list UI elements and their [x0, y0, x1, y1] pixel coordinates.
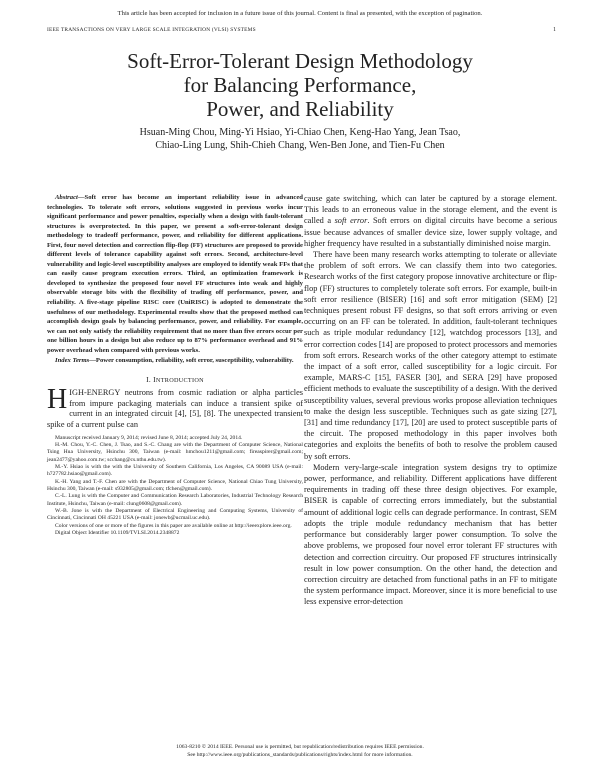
running-head: IEEE TRANSACTIONS ON VERY LARGE SCALE INTEGRATION (VLSI) SYSTEMS	[47, 27, 256, 33]
drop-cap: H	[47, 383, 68, 415]
author-line: Hsuan-Ming Chou, Ming-Yi Hsiao, Yi-Chiao Chen, Keng-Hao Yang, Jean Tsao,	[139, 127, 461, 138]
index-terms-label: Index Terms	[55, 357, 90, 365]
footnotes	[47, 435, 303, 538]
abstract: Abstract—Soft error has become an important reliability issue in advanced technologies. To tolerate soft errors, solutions suggested in previous works incur significant performance and power penalties, especially when a design with fault-tolerant structures is overprotected. In this paper, we present a soft-error-tolerant design methodology to tradeoff performance, power, and reliability for different applications. First, four novel detection and correction flip-flop (FF) structures are proposed to provide different levels of tolerance capability against soft errors. Second, architecture-level vulnerability and logic-level susceptibility analyses are employed to identify weak FFs that can easily cause program execution errors. Third, an optimization framework is developed to synthesize the proposed four novel FF structures into weak and highly observable storage bits with the flexibility of trading off performance, power, and reliability. A five-stage pipeline RISC core (UniRISC) is adopted to demonstrate the usefulness of our methodology. Experimental results show that the proposed method can accomplish design goals by balancing performance, power, and reliability. For example, we can not only satisfy the reliability requirement that no more than five errors occur per one billion hours in a design but also reduce up to 87% performance overhead and 91% power overhead when compared with previous works.	[47, 194, 303, 354]
section-heading	[47, 375, 303, 384]
author-list	[0, 126, 600, 152]
title-line: for Balancing Performance,	[183, 73, 417, 97]
author-line: Chiao-Ling Lung, Shih-Chieh Chang, Wen-Ben Jone, and Tien-Fu Chen	[155, 140, 445, 151]
intro-paragraph	[47, 383, 303, 431]
index-terms-text: Power consumption, reliability, soft error, susceptibility, vulnerability.	[95, 357, 294, 365]
section-title-cap: I	[153, 374, 156, 384]
right-column	[304, 193, 557, 608]
footnote: C.-L. Lung is with the Computer and Communication Research Laboratories, Industrial Technology Research Institute, Hsinchu, Taiwan (e-mail: clung0608@gmail.com).	[47, 493, 303, 507]
copyright-line: 1063-8210 © 2014 IEEE. Personal use is permitted, but republication/redistribution requires IEEE permission.	[176, 744, 424, 750]
abstract-text: Soft error has become an important reliability issue in advanced technologies. To tolerate soft errors, solutions suggested in previous works incur significant performance and power penalties, especially when a design with fault-tolerant structures is overprotected. In this paper, we present a soft-error-tolerant design methodology to tradeoff performance, power, and reliability for different applications. First, four novel detection and correction flip-flop (FF) structures are proposed to provide different levels of tolerance capability against soft errors. Second, architecture-level vulnerability and logic-level susceptibility analyses are employed to identify weak FFs that can easily cause program execution errors. Third, an optimization framework is developed to synthesize the proposed four novel FF structures into weak and highly observable storage bits with the flexibility of trading off performance, power, and reliability. A five-stage pipeline RISC core (UniRISC) is adopted to demonstrate the usefulness of our methodology. Experimental results show that the proposed method can accomplish design goals by balancing performance, power, and reliability. For example, we can not only satisfy the reliability requirement that no more than five errors occur per one billion hours in a design but also reduce up to 87% performance overhead and 91% power overhead when compared with previous works.	[47, 194, 303, 354]
section-title-rest: NTRODUCTION	[155, 376, 204, 384]
acceptance-note: This article has been accepted for inclusion in a future issue of this journal. Content is final as presented, with the exception of pagination.	[117, 10, 483, 17]
section-numeral: I.	[146, 374, 151, 384]
intro-text: neutrons from cosmic radiation or alpha particles from impure packaging materials can induce a transient spike of current in an integrated circuit [4], [5], [8]. The unexpected transient spike of a current pulse can	[47, 387, 303, 429]
emphasis-term: soft error	[334, 216, 368, 226]
page-number: 1	[553, 27, 556, 33]
footnote: Color versions of one or more of the figures in this paper are available online at http://ieeexplore.ieee.org.	[55, 522, 292, 529]
paragraph-text: . Soft errors on digital circuits have become a serious issue because advances of smaller device size, lower supply voltage, and higher frequency have resulted in a substantially diminished noise margin.	[304, 216, 557, 248]
body-paragraph: Modern very-large-scale integration system designs try to optimize power, performance, and reliability. Different applications have different requirements in trading off these three design objectives. For example, BISER is capable of correcting errors immediately, but the substantial amount of additional logic cells can degrade performance. In contrast, SEM adopts the triple module redundancy mechanism that has better performance but considerably larger power consumption. To solve the above problems, we proposed four novel error tolerant FF structures with detection and correction circuitry. Our proposed FF structures intrinsically result in low power consumption. On the other hand, the detection and correction circuitry are detached from functional paths in an FF to mitigate the system performance impact. Moreover, since it is more beneficial to use less expensive error-detection	[304, 462, 557, 607]
footnote: H.-M. Chou, Y.-C. Chen, J. Tsao, and S.-C. Chang are with the Department of Computer Science, National Tsing Hua University, Hsinchu 300, Taiwan (e-mail: hmchou1211@gmail.com; fireaspirer@gmail.com; jean2477@yahoo.com.tw; scchang@cs.nthu.edu.tw).	[47, 442, 303, 463]
footnote: Digital Object Identifier 10.1109/TVLSI.2014.2348872	[55, 530, 180, 537]
footnote: Manuscript received January 9, 2014; revised June 8, 2014; accepted July 24, 2014.	[55, 434, 243, 441]
rights-link-line: See http://www.ieee.org/publications_standards/publications/rights/index.html for more information.	[187, 752, 413, 758]
title-line: Soft-Error-Tolerant Design Methodology	[127, 49, 473, 73]
footnote: W.-B. Jone is with the Department of Electrical Engineering and Computing Systems, University of Cincinnati, Cincinnati OH 45221 USA (e-mail: jonewb@ucmail.uc.edu).	[47, 508, 303, 522]
copyright-footer	[0, 743, 600, 759]
intro-lead-caps: IGH-ENERGY	[69, 387, 121, 397]
footnote: M.-Y. Hsiao is with the with the University of Southern California, Los Angeles, CA 90089 USA (e-mail: h727782.hsiao@gmail.com).	[47, 464, 303, 478]
body-paragraph: There have been many research works attempting to tolerate or alleviate the problem of soft errors. We can classify them into two categories. Research works of the first category propose innovative architecture or flip-flop (FF) structures to completely tolerate soft errors. For example, built-in soft error resilience (BISER) [16] and soft error mitigation (SEM) [2] techniques present robust FF designs, so that soft errors arriving or even occurring on an FF can be tolerated. In addition, fault-tolerant techniques such as triple modular redundancy [12], watchdog processors [13], and error correction codes [14] are proposed to protect processors and memories from soft errors. Research works of the other category attempt to estimate the impact of a soft error, called susceptibility for a logic circuit. For example, MARS-C [15], FASER [30], and SERA [29] have proposed efficient methods to evaluate the susceptibility of a design. With the derived susceptibility values, several previous works propose alleviation techniques to make the design less susceptible. Techniques such as gate sizing [27], [31] and time redundancy [17], [20] are used to protect susceptible parts of the circuit. The proposed methodology in this paper involves both categories and exploits the benefits of both to resolve the problem caused by soft errors.	[304, 250, 557, 461]
index-terms: Index Terms—Power consumption, reliability, soft error, susceptibility, vulnerability.	[55, 357, 294, 365]
left-column	[47, 193, 303, 537]
footnote: K.-H. Yang and T.-F. Chen are with the Department of Computer Science, National Chiao Tung University, Hsinchu 300, Taiwan (e-mail: s932805@gmail.com; tfchen@gmail.com).	[47, 478, 303, 493]
paper-title	[0, 49, 600, 121]
title-line: Power, and Reliability	[206, 97, 394, 121]
abstract-label: Abstract	[55, 194, 78, 201]
paragraph-text: cause gate switching, which can later be captured by a storage element. This leads to an erroneous value in the storage element, and the event is called a	[304, 194, 557, 226]
body-paragraph	[304, 193, 557, 249]
